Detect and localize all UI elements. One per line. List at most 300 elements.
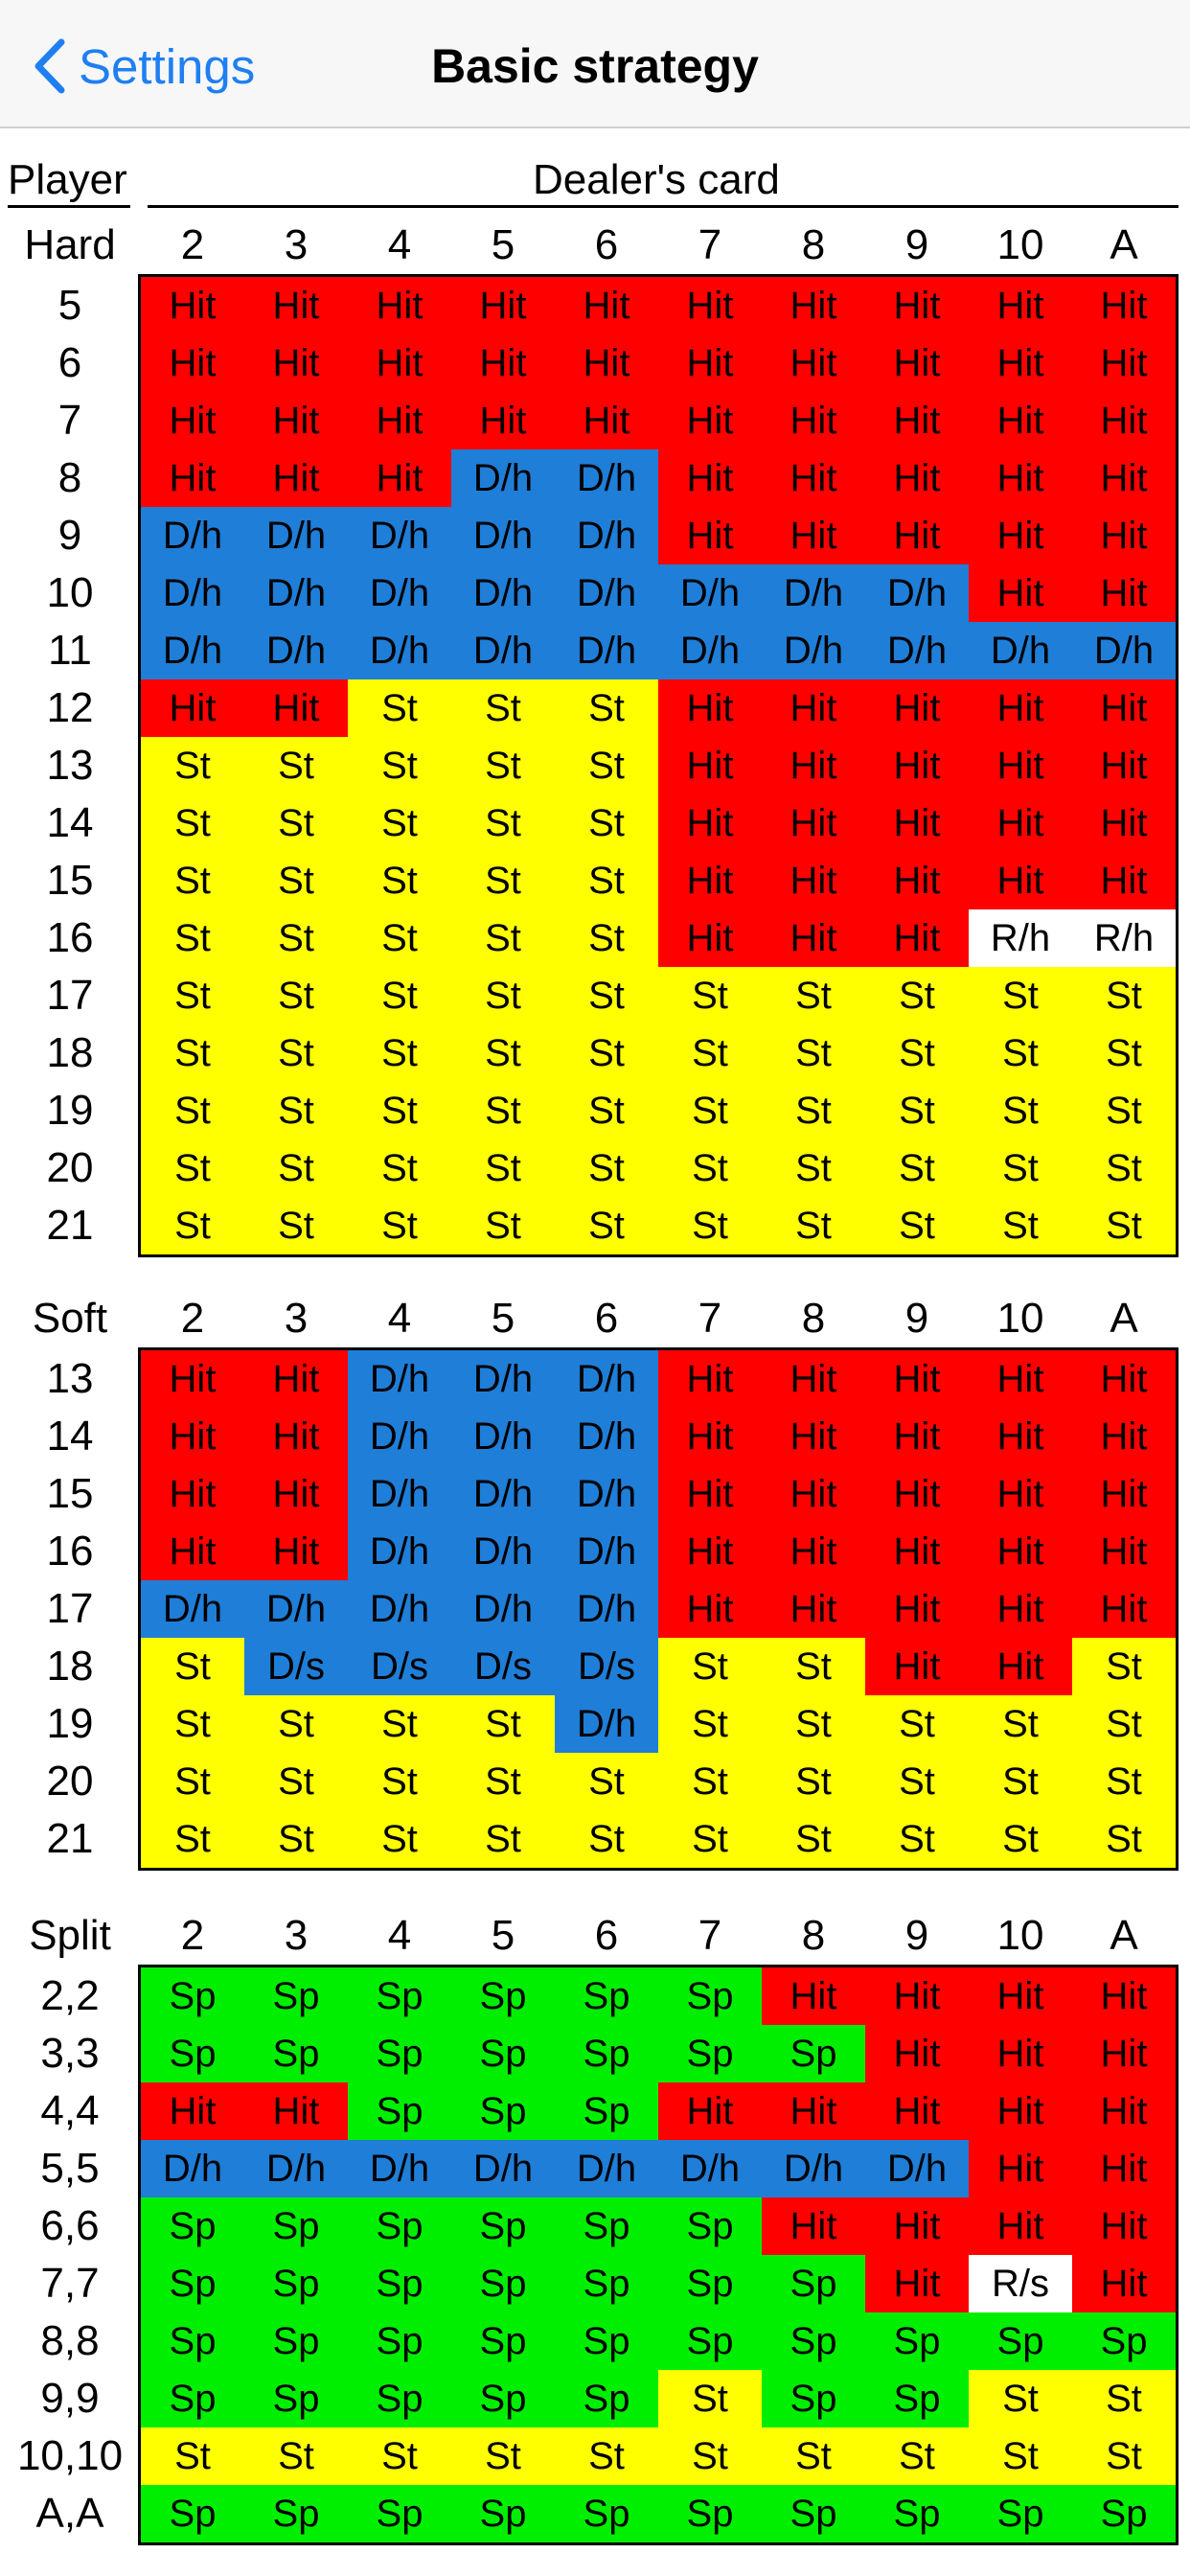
- strategy-cell: St: [244, 1082, 348, 1139]
- strategy-cell: Sp: [762, 2025, 865, 2082]
- strategy-cell: Sp: [658, 2485, 762, 2542]
- strategy-cell: Hit: [865, 794, 969, 852]
- strategy-cell: Hit: [244, 1465, 348, 1523]
- strategy-cell: St: [555, 852, 658, 909]
- strategy-cell: D/s: [555, 1638, 658, 1695]
- strategy-cell: Hit: [244, 449, 348, 507]
- strategy-cell: Hit: [141, 2082, 244, 2140]
- strategy-cell: Sp: [969, 2485, 1072, 2542]
- strategy-cell: Hit: [1072, 2025, 1176, 2082]
- strategy-cell: St: [141, 1695, 244, 1753]
- strategy-cell: Hit: [762, 334, 865, 392]
- strategy-cell: St: [348, 967, 451, 1024]
- player-hand-label: 18: [46, 1643, 94, 1690]
- strategy-cell: Hit: [762, 737, 865, 794]
- strategy-cell: Hit: [762, 1465, 865, 1523]
- strategy-cell: St: [141, 794, 244, 852]
- strategy-cell: Hit: [658, 1465, 762, 1523]
- strategy-cell: St: [969, 1082, 1072, 1139]
- dealer-card-header: A: [1110, 1912, 1138, 1959]
- strategy-cell: Hit: [658, 1580, 762, 1638]
- strategy-cell: St: [658, 2427, 762, 2485]
- strategy-cell: Hit: [1072, 564, 1176, 622]
- dealer-card-header: 9: [904, 221, 929, 268]
- strategy-cell: Hit: [969, 334, 1072, 392]
- player-hand-label: 16: [46, 1528, 94, 1575]
- strategy-cell: St: [244, 1695, 348, 1753]
- strategy-cell: Sp: [969, 2312, 1072, 2370]
- strategy-cell: St: [762, 1753, 865, 1810]
- strategy-cell: Hit: [1072, 1408, 1176, 1465]
- strategy-cell: Hit: [762, 507, 865, 564]
- strategy-cell: D/h: [244, 507, 348, 564]
- strategy-cell: St: [348, 1197, 451, 1254]
- strategy-cell: St: [762, 2427, 865, 2485]
- dealer-card-header: 7: [698, 1295, 722, 1342]
- strategy-cell: Hit: [969, 1465, 1072, 1523]
- strategy-cell: Sp: [658, 2197, 762, 2255]
- strategy-cell: D/h: [1072, 622, 1176, 679]
- strategy-cell: Hit: [969, 852, 1072, 909]
- dealer-card-header: 7: [698, 221, 722, 268]
- strategy-cell: D/h: [865, 564, 969, 622]
- strategy-cell: St: [555, 737, 658, 794]
- navigation-bar: [0, 0, 1190, 128]
- strategy-cell: St: [451, 967, 555, 1024]
- dealer-card-header: A: [1110, 221, 1138, 268]
- dealer-card-header: 5: [491, 1295, 515, 1342]
- strategy-cell: St: [555, 967, 658, 1024]
- strategy-cell: D/h: [451, 1350, 555, 1408]
- strategy-cell: Hit: [969, 449, 1072, 507]
- strategy-cell: St: [969, 1753, 1072, 1810]
- strategy-cell: D/s: [348, 1638, 451, 1695]
- strategy-cell: Hit: [762, 2082, 865, 2140]
- strategy-cell: Hit: [762, 1523, 865, 1580]
- strategy-cell: St: [658, 1638, 762, 1695]
- strategy-cell: Sp: [555, 2082, 658, 2140]
- strategy-cell: St: [348, 852, 451, 909]
- strategy-cell: Sp: [244, 2025, 348, 2082]
- soft-section-label: Soft: [32, 1295, 108, 1342]
- strategy-cell: St: [969, 1139, 1072, 1197]
- strategy-cell: Hit: [1072, 392, 1176, 449]
- strategy-cell: St: [865, 967, 969, 1024]
- strategy-cell: St: [451, 1197, 555, 1254]
- strategy-cell: St: [348, 1753, 451, 1810]
- strategy-cell: St: [244, 2427, 348, 2485]
- strategy-cell: Hit: [244, 1350, 348, 1408]
- dealer-card-header: 6: [594, 1912, 619, 1959]
- strategy-cell: Hit: [969, 679, 1072, 737]
- strategy-cell: St: [451, 1082, 555, 1139]
- strategy-cell: Hit: [244, 679, 348, 737]
- strategy-cell: Hit: [865, 679, 969, 737]
- strategy-cell: Hit: [969, 1638, 1072, 1695]
- strategy-cell: St: [1072, 1139, 1176, 1197]
- player-hand-label: 10,10: [16, 2432, 124, 2479]
- dealer-card-header: 3: [284, 1912, 309, 1959]
- strategy-cell: St: [1072, 2370, 1176, 2427]
- strategy-cell: Sp: [141, 1967, 244, 2025]
- strategy-cell: St: [451, 1139, 555, 1197]
- strategy-cell: R/h: [969, 909, 1072, 967]
- strategy-cell: St: [141, 737, 244, 794]
- strategy-cell: Sp: [555, 1967, 658, 2025]
- strategy-cell: St: [762, 1082, 865, 1139]
- strategy-cell: St: [555, 909, 658, 967]
- strategy-cell: Hit: [348, 392, 451, 449]
- player-hand-label: 21: [46, 1815, 94, 1862]
- strategy-cell: Sp: [244, 1967, 348, 2025]
- strategy-cell: Hit: [762, 1580, 865, 1638]
- player-hand-label: A,A: [35, 2490, 104, 2537]
- strategy-cell: Hit: [969, 737, 1072, 794]
- player-hand-label: 6: [57, 339, 82, 386]
- strategy-cell: Hit: [1072, 737, 1176, 794]
- strategy-cell: Hit: [1072, 852, 1176, 909]
- back-label: Settings: [79, 38, 256, 94]
- strategy-cell: Hit: [141, 392, 244, 449]
- strategy-cell: Hit: [658, 679, 762, 737]
- strategy-cell: D/s: [244, 1638, 348, 1695]
- strategy-cell: Sp: [141, 2312, 244, 2370]
- strategy-cell: Hit: [969, 2140, 1072, 2197]
- strategy-cell: D/h: [451, 564, 555, 622]
- strategy-cell: Hit: [658, 2082, 762, 2140]
- player-hand-label: 13: [46, 1355, 94, 1402]
- player-hand-label: 4,4: [40, 2087, 100, 2134]
- strategy-cell: Sp: [348, 2312, 451, 2370]
- strategy-cell: St: [762, 1638, 865, 1695]
- strategy-cell: St: [1072, 1638, 1176, 1695]
- strategy-cell: St: [1072, 1810, 1176, 1868]
- strategy-cell: Hit: [658, 277, 762, 334]
- dealer-card-header: 2: [180, 1295, 205, 1342]
- player-hand-label: 3,3: [40, 2030, 100, 2077]
- strategy-cell: Sp: [141, 2370, 244, 2427]
- strategy-cell: D/h: [555, 1695, 658, 1753]
- strategy-cell: D/h: [451, 622, 555, 679]
- page-title: Basic strategy: [431, 39, 759, 93]
- strategy-cell: St: [762, 1695, 865, 1753]
- player-hand-label: 14: [46, 799, 94, 846]
- strategy-cell: St: [1072, 967, 1176, 1024]
- dealer-card-header: 3: [284, 221, 309, 268]
- strategy-cell: St: [762, 1810, 865, 1868]
- strategy-cell: St: [658, 1139, 762, 1197]
- strategy-cell: St: [658, 2370, 762, 2427]
- strategy-cell: Hit: [1072, 2082, 1176, 2140]
- strategy-cell: Hit: [1072, 1967, 1176, 2025]
- strategy-cell: Sp: [244, 2312, 348, 2370]
- strategy-cell: Hit: [762, 1408, 865, 1465]
- dealer-card-header: 10: [996, 221, 1044, 268]
- strategy-cell: D/h: [141, 564, 244, 622]
- split-strategy-grid: [138, 1965, 1179, 2545]
- strategy-cell: Hit: [969, 2197, 1072, 2255]
- strategy-cell: Hit: [141, 334, 244, 392]
- strategy-cell: D/h: [555, 1523, 658, 1580]
- strategy-cell: Hit: [1072, 1350, 1176, 1408]
- strategy-cell: Hit: [141, 1465, 244, 1523]
- strategy-cell: St: [865, 1139, 969, 1197]
- strategy-cell: Sp: [451, 1967, 555, 2025]
- strategy-cell: St: [658, 1753, 762, 1810]
- player-hand-label: 6,6: [40, 2202, 100, 2249]
- player-hand-label: 7,7: [40, 2260, 100, 2307]
- strategy-cell: Sp: [141, 2025, 244, 2082]
- player-hand-label: 18: [46, 1029, 94, 1076]
- strategy-cell: D/h: [658, 2140, 762, 2197]
- player-hand-label: 16: [46, 914, 94, 961]
- strategy-cell: Hit: [658, 1350, 762, 1408]
- strategy-cell: Hit: [969, 1523, 1072, 1580]
- strategy-cell: St: [141, 967, 244, 1024]
- strategy-cell: Hit: [658, 1408, 762, 1465]
- strategy-cell: St: [658, 967, 762, 1024]
- strategy-cell: Sp: [348, 1967, 451, 2025]
- strategy-cell: St: [555, 1810, 658, 1868]
- player-hand-label: 19: [46, 1087, 94, 1134]
- strategy-cell: St: [348, 679, 451, 737]
- strategy-cell: Sp: [348, 2370, 451, 2427]
- strategy-cell: Sp: [762, 2312, 865, 2370]
- dealer-card-header: 6: [594, 1295, 619, 1342]
- strategy-cell: D/h: [451, 1580, 555, 1638]
- strategy-cell: St: [244, 1810, 348, 1868]
- strategy-cell: St: [969, 1810, 1072, 1868]
- strategy-cell: Hit: [762, 392, 865, 449]
- strategy-cell: D/h: [348, 1350, 451, 1408]
- strategy-cell: Hit: [658, 1523, 762, 1580]
- strategy-cell: D/h: [555, 449, 658, 507]
- player-hand-label: 20: [46, 1758, 94, 1805]
- strategy-cell: Hit: [658, 334, 762, 392]
- player-hand-label: 20: [46, 1144, 94, 1191]
- strategy-cell: Hit: [865, 2255, 969, 2312]
- strategy-cell: St: [555, 679, 658, 737]
- strategy-cell: Hit: [658, 737, 762, 794]
- strategy-cell: St: [969, 1197, 1072, 1254]
- strategy-cell: Hit: [244, 1408, 348, 1465]
- strategy-cell: Hit: [865, 392, 969, 449]
- dealer-card-header: 4: [387, 1295, 412, 1342]
- strategy-cell: St: [141, 1139, 244, 1197]
- strategy-cell: D/h: [555, 1465, 658, 1523]
- strategy-cell: D/h: [141, 1580, 244, 1638]
- strategy-cell: St: [451, 1753, 555, 1810]
- strategy-cell: D/h: [969, 622, 1072, 679]
- dealer-card-header: 8: [801, 1912, 826, 1959]
- strategy-cell: Hit: [865, 1465, 969, 1523]
- strategy-cell: Hit: [348, 449, 451, 507]
- strategy-cell: D/h: [451, 1465, 555, 1523]
- soft-strategy-grid: [138, 1347, 1179, 1871]
- strategy-cell: Sp: [658, 2025, 762, 2082]
- strategy-cell: St: [451, 679, 555, 737]
- strategy-cell: D/h: [141, 2140, 244, 2197]
- strategy-cell: St: [865, 1695, 969, 1753]
- strategy-cell: D/h: [555, 2140, 658, 2197]
- strategy-cell: Hit: [658, 909, 762, 967]
- strategy-cell: Hit: [969, 2025, 1072, 2082]
- strategy-cell: D/h: [762, 564, 865, 622]
- strategy-cell: St: [141, 1082, 244, 1139]
- strategy-cell: Sp: [555, 2370, 658, 2427]
- strategy-cell: Hit: [141, 277, 244, 334]
- player-hand-label: 5: [57, 282, 82, 329]
- strategy-cell: Hit: [865, 1580, 969, 1638]
- strategy-cell: Hit: [865, 334, 969, 392]
- strategy-cell: St: [451, 1024, 555, 1082]
- player-hand-label: 8,8: [40, 2317, 100, 2364]
- strategy-cell: St: [141, 852, 244, 909]
- strategy-cell: Hit: [1072, 277, 1176, 334]
- strategy-cell: Hit: [244, 334, 348, 392]
- strategy-cell: St: [141, 1753, 244, 1810]
- strategy-cell: Hit: [969, 564, 1072, 622]
- strategy-cell: Hit: [141, 1408, 244, 1465]
- strategy-cell: Sp: [348, 2025, 451, 2082]
- strategy-cell: Hit: [451, 277, 555, 334]
- strategy-cell: D/h: [348, 1523, 451, 1580]
- dealer-label: Dealer's card: [533, 156, 780, 203]
- player-hand-label: 9,9: [40, 2375, 100, 2422]
- strategy-cell: Hit: [348, 277, 451, 334]
- strategy-cell: St: [969, 1695, 1072, 1753]
- strategy-cell: D/h: [348, 507, 451, 564]
- strategy-cell: Sp: [658, 2312, 762, 2370]
- strategy-cell: D/h: [451, 1408, 555, 1465]
- strategy-cell: Sp: [451, 2082, 555, 2140]
- strategy-cell: Hit: [969, 1408, 1072, 1465]
- strategy-cell: Sp: [141, 2197, 244, 2255]
- dealer-card-header: 2: [180, 1912, 205, 1959]
- strategy-cell: D/h: [244, 622, 348, 679]
- strategy-cell: Hit: [865, 852, 969, 909]
- strategy-cell: Hit: [762, 794, 865, 852]
- strategy-cell: St: [348, 1810, 451, 1868]
- strategy-cell: St: [348, 1139, 451, 1197]
- player-hand-label: 10: [46, 569, 94, 616]
- strategy-cell: Hit: [658, 449, 762, 507]
- strategy-cell: Sp: [555, 2025, 658, 2082]
- strategy-cell: Hit: [969, 392, 1072, 449]
- strategy-cell: Hit: [762, 449, 865, 507]
- strategy-cell: Sp: [762, 2255, 865, 2312]
- strategy-cell: Hit: [141, 1350, 244, 1408]
- dealer-card-header: 6: [594, 221, 619, 268]
- dealer-card-header: 4: [387, 1912, 412, 1959]
- strategy-cell: St: [348, 1695, 451, 1753]
- dealer-underline: [148, 205, 1179, 208]
- strategy-cell: St: [658, 1810, 762, 1868]
- strategy-cell: Sp: [555, 2485, 658, 2542]
- player-hand-label: 7: [57, 397, 82, 444]
- strategy-cell: Hit: [865, 277, 969, 334]
- strategy-cell: Hit: [244, 2082, 348, 2140]
- strategy-cell: St: [244, 852, 348, 909]
- strategy-cell: D/h: [555, 622, 658, 679]
- strategy-cell: D/h: [348, 564, 451, 622]
- strategy-cell: Sp: [348, 2082, 451, 2140]
- strategy-cell: St: [865, 2427, 969, 2485]
- strategy-cell: St: [1072, 1024, 1176, 1082]
- player-hand-label: 12: [46, 684, 94, 731]
- strategy-cell: Sp: [244, 2485, 348, 2542]
- strategy-cell: St: [555, 1753, 658, 1810]
- dealer-card-header: 10: [996, 1912, 1044, 1959]
- dealer-card-header: 10: [996, 1295, 1044, 1342]
- strategy-cell: St: [865, 1082, 969, 1139]
- strategy-cell: D/h: [865, 622, 969, 679]
- strategy-cell: Hit: [762, 909, 865, 967]
- strategy-cell: St: [451, 2427, 555, 2485]
- strategy-cell: Hit: [1072, 1465, 1176, 1523]
- strategy-cell: St: [658, 1695, 762, 1753]
- strategy-cell: St: [451, 1810, 555, 1868]
- strategy-cell: D/h: [555, 507, 658, 564]
- strategy-cell: D/h: [244, 1580, 348, 1638]
- strategy-cell: Sp: [762, 2485, 865, 2542]
- strategy-cell: St: [244, 967, 348, 1024]
- strategy-cell: R/s: [969, 2255, 1072, 2312]
- strategy-cell: Sp: [244, 2197, 348, 2255]
- strategy-cell: D/h: [555, 564, 658, 622]
- strategy-cell: St: [865, 1753, 969, 1810]
- strategy-cell: D/h: [555, 1580, 658, 1638]
- strategy-cell: St: [451, 852, 555, 909]
- player-hand-label: 9: [57, 512, 82, 559]
- strategy-cell: Sp: [348, 2197, 451, 2255]
- split-section-label: Split: [29, 1912, 111, 1959]
- strategy-cell: St: [762, 967, 865, 1024]
- strategy-cell: Hit: [1072, 507, 1176, 564]
- strategy-cell: Hit: [141, 679, 244, 737]
- strategy-cell: St: [762, 1139, 865, 1197]
- strategy-cell: D/h: [762, 622, 865, 679]
- strategy-cell: Sp: [1072, 2312, 1176, 2370]
- strategy-cell: D/h: [244, 564, 348, 622]
- strategy-cell: Hit: [969, 1350, 1072, 1408]
- strategy-cell: D/h: [141, 507, 244, 564]
- dealer-card-header: A: [1110, 1295, 1138, 1342]
- strategy-cell: D/h: [348, 2140, 451, 2197]
- strategy-cell: St: [1072, 1753, 1176, 1810]
- dealer-card-header: 4: [387, 221, 412, 268]
- strategy-cell: St: [1072, 2427, 1176, 2485]
- strategy-cell: Hit: [865, 1350, 969, 1408]
- strategy-cell: St: [865, 1024, 969, 1082]
- strategy-cell: Sp: [244, 2255, 348, 2312]
- strategy-cell: D/h: [348, 622, 451, 679]
- strategy-cell: Sp: [555, 2197, 658, 2255]
- strategy-cell: Hit: [348, 334, 451, 392]
- strategy-cell: Hit: [1072, 794, 1176, 852]
- strategy-cell: Hit: [762, 852, 865, 909]
- strategy-cell: Hit: [658, 392, 762, 449]
- strategy-cell: Sp: [1072, 2485, 1176, 2542]
- strategy-cell: Sp: [865, 2312, 969, 2370]
- strategy-cell: St: [969, 2370, 1072, 2427]
- strategy-cell: St: [1072, 1197, 1176, 1254]
- strategy-cell: Hit: [865, 737, 969, 794]
- strategy-cell: St: [348, 1024, 451, 1082]
- player-hand-label: 17: [46, 972, 94, 1019]
- strategy-cell: D/h: [658, 564, 762, 622]
- strategy-cell: Hit: [1072, 2255, 1176, 2312]
